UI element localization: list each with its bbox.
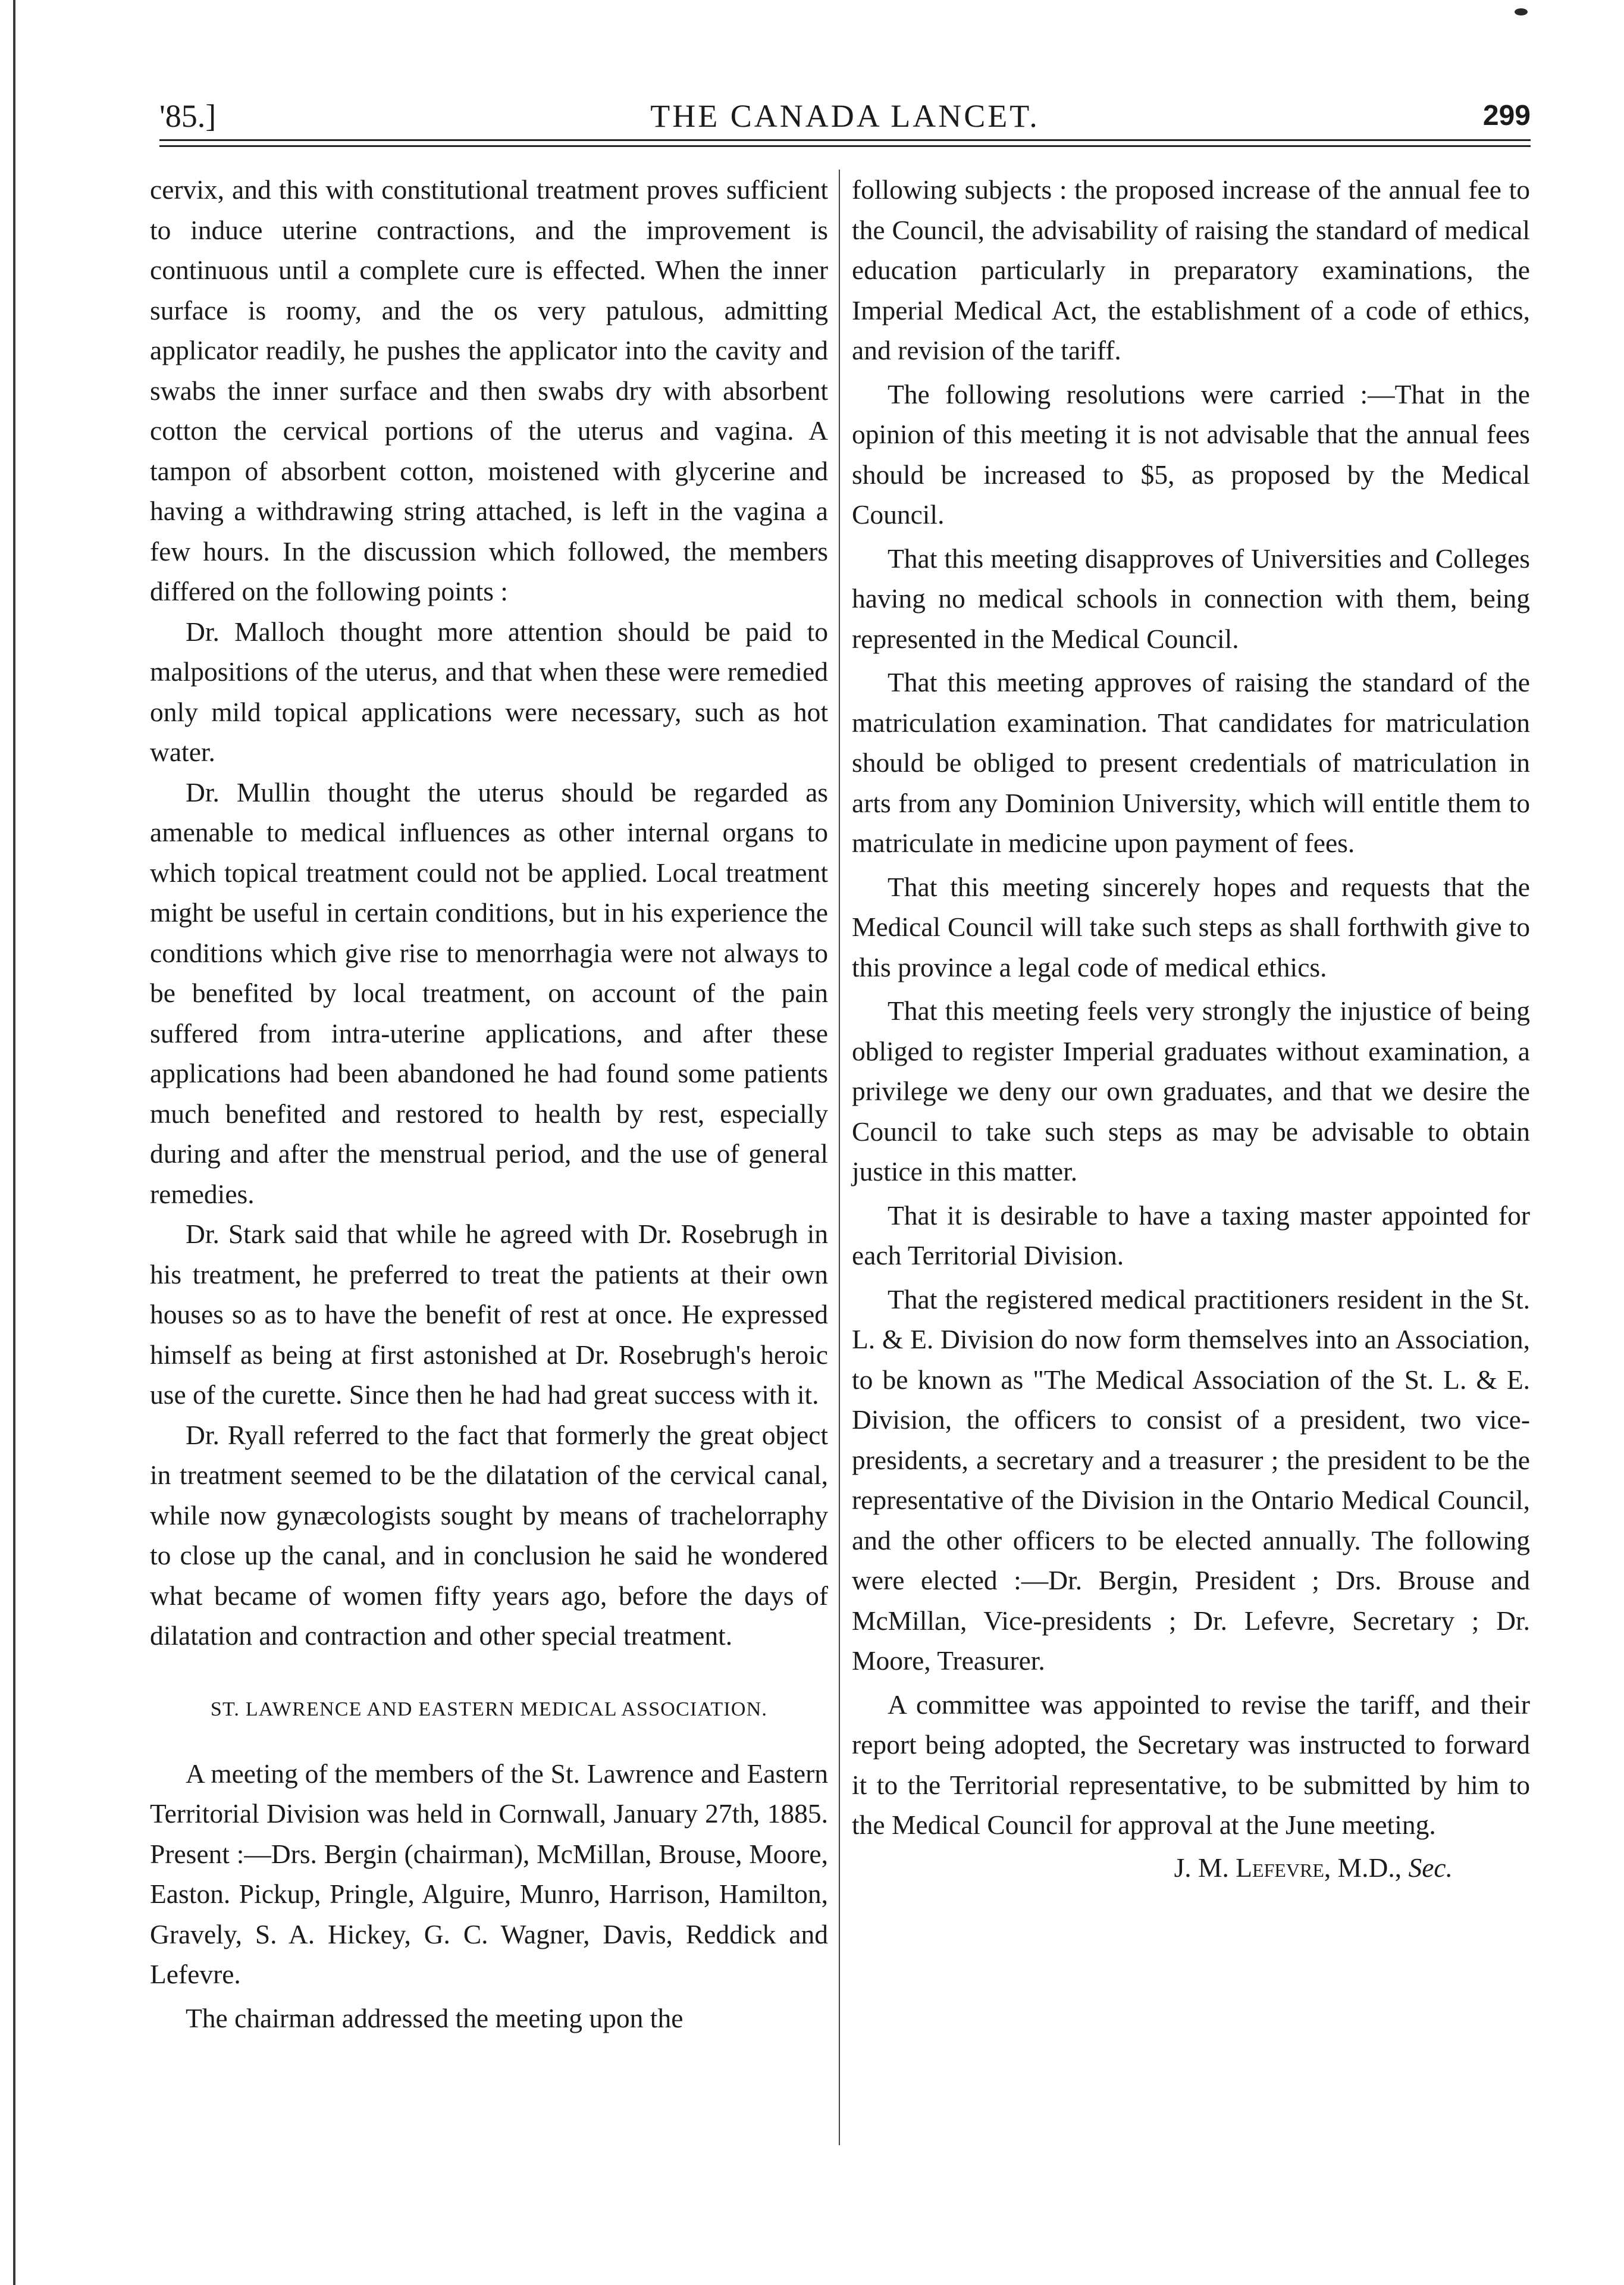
- paragraph: cervix, and this with constitutional treatment proves sufficient to induce uterine contractions, and the improvement is continuous until a complete cure is effected. When the inner surface is roomy, and the os very patulous, admitting applicator readily, he pushes the applicator into the cavity and swabs the inner surface and then swabs dry with absorbent cotton the cervical portions of the uterus and vagina. A tampon of absorbent cotton, moistened with glycerine and having a withdrawing string attached, is left in the vagina a few hours. In the discussion which followed, the members differed on the following points :: [150, 174, 828, 606]
- column-divider: [839, 170, 840, 2145]
- paragraph: Dr. Mullin thought the uterus should be regarded as amenable to medical influences as other internal organs to which topical treatment could not be applied. Local treatment might be useful in certain conditions, but in his experience the conditions which give rise to menorrhagia were not always to be benefited by local treatment, on account of the pain suffered from intra-uterine applications, and after these applications had been abandoned he had found some patients much benefited and restored to health by rest, especially during and after the menstrual period, and the use of general remedies.: [150, 777, 828, 1209]
- paragraph: Dr. Malloch thought more attention should be paid to malpositions of the uterus, and that when these were remedied only mild topical applications were necessary, such as hot water.: [150, 616, 828, 767]
- signature-title: Sec.: [1408, 1852, 1453, 1883]
- right-column: [852, 170, 1530, 1888]
- journal-title: THE CANADA LANCET.: [650, 98, 1040, 134]
- signature: [852, 1848, 1530, 1888]
- paragraph: following subjects : the proposed increase of the annual fee to the Council, the advisability of raising the standard of medical education particularly in preparatory examinations, the Imperial Medical Act, the establishment of a code of ethics, and revision of the tariff.: [852, 174, 1530, 365]
- paragraph: That this meeting feels very strongly the injustice of being obliged to register Imperial graduates without examination, a privilege we deny our own graduates, and that we desire the Council to take such steps as may be advisable to obtain justice in this matter.: [852, 996, 1530, 1187]
- paragraph: That the registered medical practitioners resident in the St. L. & E. Division do now form themselves into an Association, to be known as "The Medical Association of the St. L. & E. Division, the officers to consist of a president, two vice-presidents, a secretary and a treasurer ; the president to be the representative of the Division in the Ontario Medical Council, and the other officers to be elected annually. The following were elected :—Dr. Bergin, President ; Drs. Brouse and McMillan, Vice-presidents ; Dr. Lefevre, Secretary ; Dr. Moore, Treasurer.: [852, 1284, 1530, 1676]
- paragraph: The following resolutions were carried :—That in the opinion of this meeting it is not advisable that the annual fees should be increased to $5, as proposed by the Medical Council.: [852, 378, 1530, 530]
- paragraph: Dr. Stark said that while he agreed with Dr. Rosebrugh in his treatment, he preferred to treat the patients at their own houses so as to have the benefit of rest at once. He expressed himself as being at first astonished at Dr. Rosebrugh's heroic use of the curette. Since then he had had great success with it.: [150, 1219, 828, 1410]
- paragraph: A committee was appointed to revise the tariff, and their report being adopted, the Secretary was instructed to forward it to the Territorial representative, to be submitted by him to the Medical Council for approval at the June meeting.: [852, 1689, 1530, 1840]
- paragraph: That this meeting disapproves of Universities and Colleges having no medical schools in connection with them, being represented in the Medical Council.: [852, 543, 1530, 654]
- left-column: [150, 170, 828, 2038]
- running-header: [159, 89, 1531, 143]
- header-rule-top: [159, 139, 1531, 141]
- signature-name: J. M. Lefevre, M.D.,: [1174, 1852, 1402, 1883]
- ink-mark: [1515, 8, 1528, 15]
- paragraph: A meeting of the members of the St. Lawrence and Eastern Territorial Division was held in Cornwall, January 27th, 1885. Present :—Drs. Bergin (chairman), McMillan, Brouse, Moore, Easton. Pickup, Pringle, Alguire, Munro, Harrison, Hamilton, Gravely, S. A. Hickey, G. C. Wagner, Davis, Reddick and Lefevre.: [150, 1758, 828, 1989]
- page-number: 299: [1482, 100, 1531, 132]
- header-year: '85.]: [159, 98, 217, 134]
- header-rule-bottom: [159, 145, 1531, 147]
- section-heading: ST. LAWRENCE AND EASTERN MEDICAL ASSOCIATION.: [210, 1698, 768, 1720]
- binding-edge: [13, 0, 15, 2285]
- paragraph: The chairman addressed the meeting upon the: [186, 2002, 684, 2033]
- paragraph: That this meeting sincerely hopes and requests that the Medical Council will take such steps as shall forthwith give to this province a legal code of medical ethics.: [852, 871, 1530, 982]
- paragraph: That this meeting approves of raising the standard of the matriculation examination. That candidates for matriculation should be obliged to present credentials of matriculation in arts from any Dominion University, which will entitle them to matriculate in medicine upon payment of fees.: [852, 667, 1530, 858]
- paragraph: That it is desirable to have a taxing master appointed for each Territorial Division.: [852, 1200, 1530, 1270]
- paragraph: Dr. Ryall referred to the fact that formerly the great object in treatment seemed to be the dilatation of the cervical canal, while now gynæcologists sought by means of trachelorraphy to close up the canal, and in conclusion he said he wondered what became of women fifty years ago, before the days of dilatation and contraction and other special treatment.: [150, 1419, 828, 1651]
